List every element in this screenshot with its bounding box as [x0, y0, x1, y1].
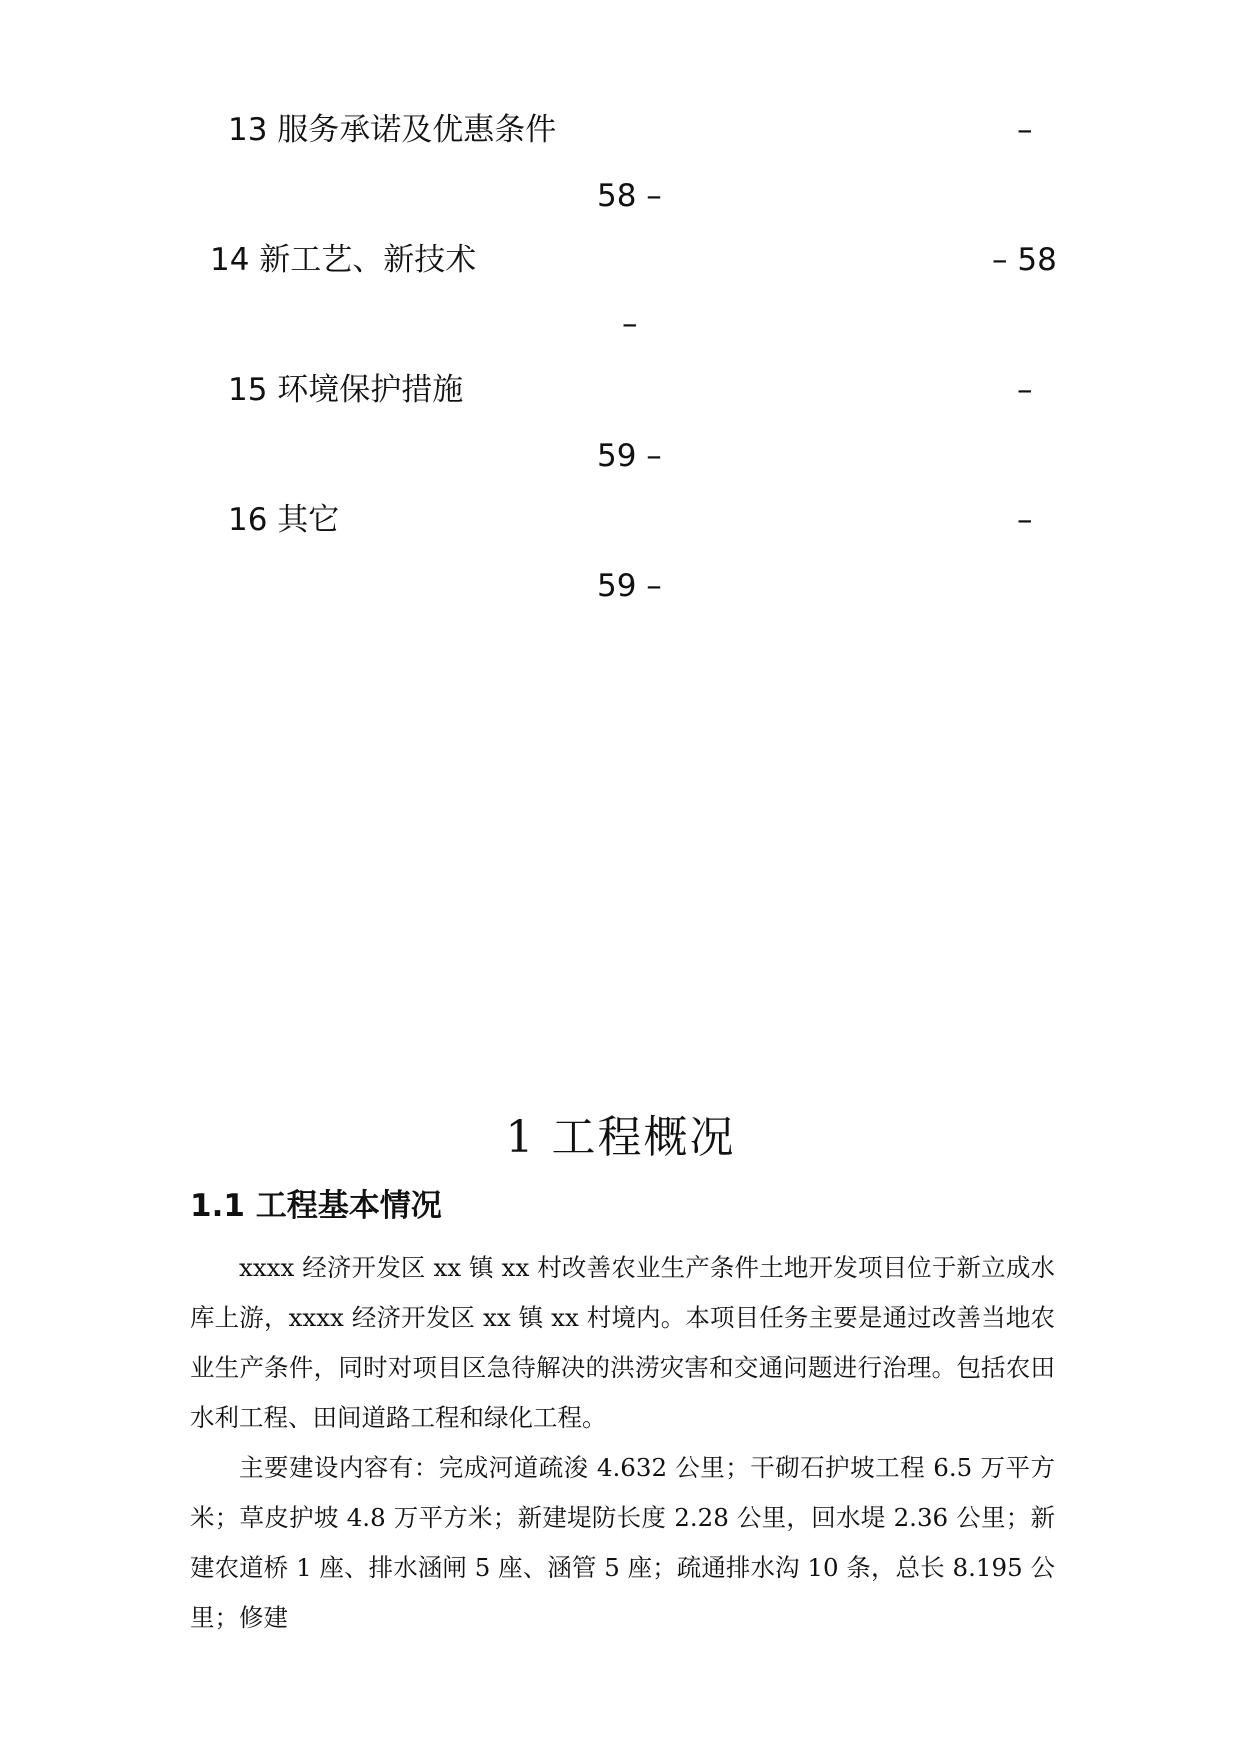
toc-entry-dash: – — [1017, 502, 1033, 538]
body-paragraph: 主要建设内容有：完成河道疏浚 4.632 公里；干砌石护坡工程 6.5 万平方米；草皮护坡 4.8 万平方米；新建堤防长度 2.28 公里，回水堤 2.36 公里；新建农道桥 1 座、排水涵闸 5 座、涵管 5 座；疏通排水沟 10 条，总长 8.195 公里；修建 — [190, 1453, 1055, 1632]
body-paragraph: xxxx 经济开发区 xx 镇 xx 村改善农业生产条件土地开发项目位于新立成水库上游，xxxx 经济开发区 xx 镇 xx 村境内。本项目任务主要是通过改善当地农业生产条件，同时对项目区急待解决的洪涝灾害和交通问题进行治理。包括农田水利工程、田间道路工程和绿化工程。 — [190, 1253, 1055, 1432]
toc-entry-title[interactable]: 16 其它 — [228, 502, 340, 538]
toc-entry-page[interactable]: 58 – — [597, 178, 662, 214]
toc-entry-dash: – — [1017, 372, 1033, 408]
toc-entry-page[interactable]: 59 – — [597, 568, 662, 604]
toc-entry-page[interactable]: 59 – — [597, 438, 662, 474]
section-title: 1.1 工程基本情况 — [190, 1188, 442, 1224]
toc-entry-title[interactable]: 15 环境保护措施 — [228, 372, 464, 408]
chapter-title: 1 工程概况 — [505, 1112, 736, 1163]
toc-entry-page[interactable]: – 58 — [992, 242, 1057, 278]
toc-entry-dash: – — [1017, 112, 1033, 148]
toc-entry-title[interactable]: 14 新工艺、新技术 — [210, 242, 477, 278]
toc-entry-dash: – — [622, 306, 638, 342]
toc-entry-title[interactable]: 13 服务承诺及优惠条件 — [228, 112, 557, 148]
